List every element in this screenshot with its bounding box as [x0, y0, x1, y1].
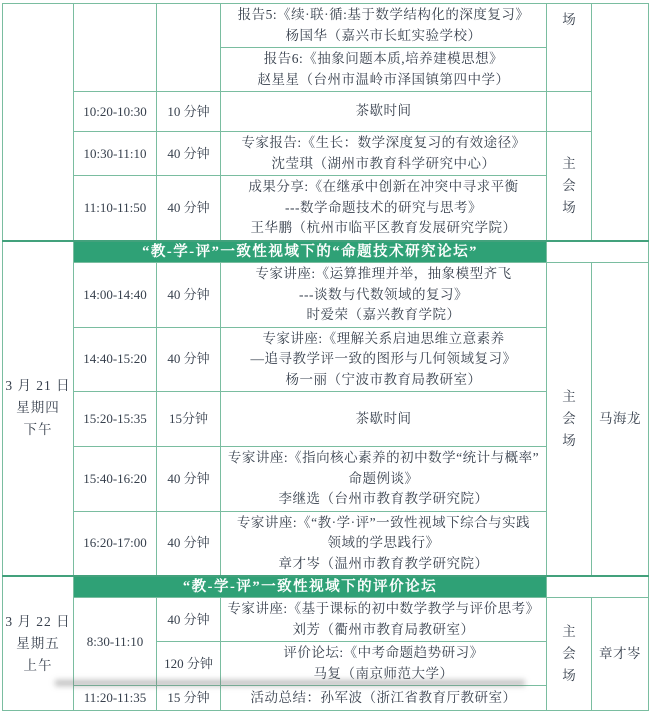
- duration-cell: 15 分钟: [157, 686, 221, 711]
- period-line: 下午: [23, 422, 53, 438]
- session-cell-results-share: [221, 176, 547, 241]
- session-title2: ---谈数与代数领域的复习》: [299, 286, 468, 302]
- session-speaker: 李继选（台州市教育教学研究院）: [278, 491, 489, 506]
- time-cell-empty: [74, 4, 157, 92]
- period-line: 上午: [23, 657, 53, 673]
- forum-header-side-empty: [547, 241, 649, 263]
- venue-label: 主会场: [562, 624, 576, 683]
- session-cell-expert-report: [221, 132, 547, 176]
- session-title: 专家讲座:《基于课标的初中数学教学与评价思考》: [227, 601, 540, 616]
- time-cell-shared: 8:30-11:10: [74, 598, 157, 686]
- duration-cell: 40 分钟: [157, 327, 221, 392]
- session-title2: 领域的学思践行》: [327, 535, 440, 550]
- forum-header-side-empty: [547, 576, 649, 598]
- session-title: 专家讲座:《指向核心素养的初中数学“统计与概率”: [227, 450, 540, 465]
- session-title: 茶歇时间: [355, 410, 412, 426]
- person-cell-mahailong: 马海龙: [592, 263, 649, 577]
- duration-cell: 40 分钟: [157, 511, 221, 576]
- session-speaker: 王华鹏（杭州市临平区教育发展研究学院）: [250, 220, 517, 235]
- time-cell: 15:40-16:20: [74, 447, 157, 512]
- venue-label: 主会场: [562, 389, 576, 448]
- session-cell-lecture-geometry: [221, 327, 547, 392]
- time-cell: 11:10-11:50: [74, 176, 157, 241]
- venue-label: 主会场: [562, 155, 576, 215]
- date-cell-march21: [3, 241, 74, 577]
- duration-cell: 15分钟: [157, 392, 221, 447]
- session-cell-tea-break: [221, 92, 547, 132]
- session-speaker: 杨国华（嘉兴市长虹实验学校）: [285, 27, 482, 43]
- duration-cell: 40 分钟: [157, 263, 221, 328]
- venue-cell-carryover: [547, 4, 592, 92]
- session-title: 成果分享:《在继承中创新在冲突中寻求平衡: [248, 179, 519, 194]
- duration-cell: 40 分钟: [157, 132, 221, 176]
- session-speaker: 马复（南京师范大学）: [313, 665, 454, 681]
- session-cell-lecture-statistics: [221, 447, 547, 512]
- time-cell: 15:20-15:35: [74, 392, 157, 447]
- session-cell-summary: [221, 686, 547, 711]
- time-cell: 14:40-15:20: [74, 327, 157, 392]
- session-title: 专家讲座:《理解关系启迪思维立意素养: [262, 330, 505, 346]
- duration-cell: 10 分钟: [157, 92, 221, 132]
- time-cell: 16:20-17:00: [74, 511, 157, 576]
- session-speaker: 赵星星（台州市温岭市泽国镇第四中学）: [257, 71, 510, 87]
- duration-cell-empty: [157, 4, 221, 92]
- session-speaker: 时爱荣（嘉兴教育学院）: [306, 307, 461, 322]
- duration-cell: 40 分钟: [157, 176, 221, 241]
- date-line: 3 月 22 日: [5, 613, 71, 629]
- session-title2: —追寻教学评一致的图形与几何领域复习》: [250, 351, 517, 366]
- venue-cell-empty: [547, 92, 592, 132]
- session-title2: 命题例谈》: [348, 470, 419, 486]
- person-cell-zhangcaicen: 章才岑: [592, 598, 649, 711]
- duration-cell: 40 分钟: [157, 447, 221, 512]
- session-cell-evaluation-forum: [221, 642, 547, 686]
- venue-cell-main-hall: [547, 263, 592, 577]
- session-cell-report6: [221, 48, 547, 92]
- session-title: 专家报告:《生长：数学深度复习的有效途径》: [241, 135, 526, 150]
- session-speaker: 章才岑（温州市教育教学研究院）: [278, 555, 489, 571]
- session-title: 报告6:《抽象问题本质,培养建模思想》: [263, 51, 504, 66]
- duration-cell: 40 分钟: [157, 598, 221, 642]
- session-cell-lecture-algebra: [221, 263, 547, 328]
- session-speaker: 沈莹琪（湖州市教育科学研究中心）: [271, 155, 496, 171]
- date-cell-morning-empty: [3, 4, 74, 241]
- session-title: 活动总结：孙军波（浙江省教育厅教研室）: [250, 689, 517, 705]
- session-title: 专家讲座:《运算推理并举，抽象模型齐飞: [255, 266, 512, 281]
- forum-header-evaluation: “教-学-评”一致性视域下的评价论坛: [74, 576, 547, 598]
- session-title2: ---数学命题技术的研究与思考》: [285, 199, 482, 215]
- session-title: 评价论坛:《中考命题趋势研习》: [283, 645, 484, 660]
- person-cell-morning-empty: [592, 4, 649, 241]
- session-speaker: 刘芳（衢州市教育局教研室）: [292, 621, 475, 637]
- time-cell: 10:20-10:30: [74, 92, 157, 132]
- session-cell-report5: [221, 4, 547, 48]
- venue-cell-main-hall: [547, 598, 592, 711]
- weekday-line: 星期五: [16, 635, 60, 651]
- conference-schedule-table: [2, 3, 649, 711]
- session-cell-tea-break: [221, 392, 547, 447]
- forum-header-proposition-tech: “教-学-评”一致性视域下的“命题技术研究论坛”: [74, 241, 547, 263]
- session-speaker: 杨一丽（宁波市教育局教研室）: [285, 371, 482, 387]
- time-cell: 14:00-14:40: [74, 263, 157, 328]
- session-cell-lecture-practice: [221, 511, 547, 576]
- time-cell: 10:30-11:10: [74, 132, 157, 176]
- date-cell-march22: [3, 576, 74, 711]
- session-title: 专家讲座:《“教·学·评”一致性视域下综合与实践: [236, 514, 531, 530]
- venue-cell-main-hall: [547, 132, 592, 241]
- venue-label: 场: [562, 12, 576, 27]
- duration-cell: 120 分钟: [157, 642, 221, 686]
- time-cell: 11:20-11:35: [74, 686, 157, 711]
- session-title: 报告5:《续·联·循:基于数学结构化的深度复习》: [237, 7, 530, 22]
- weekday-line: 星期四: [16, 400, 60, 416]
- session-cell-lecture-standards: [221, 598, 547, 642]
- session-title: 茶歇时间: [355, 103, 412, 119]
- date-line: 3 月 21 日: [5, 378, 71, 394]
